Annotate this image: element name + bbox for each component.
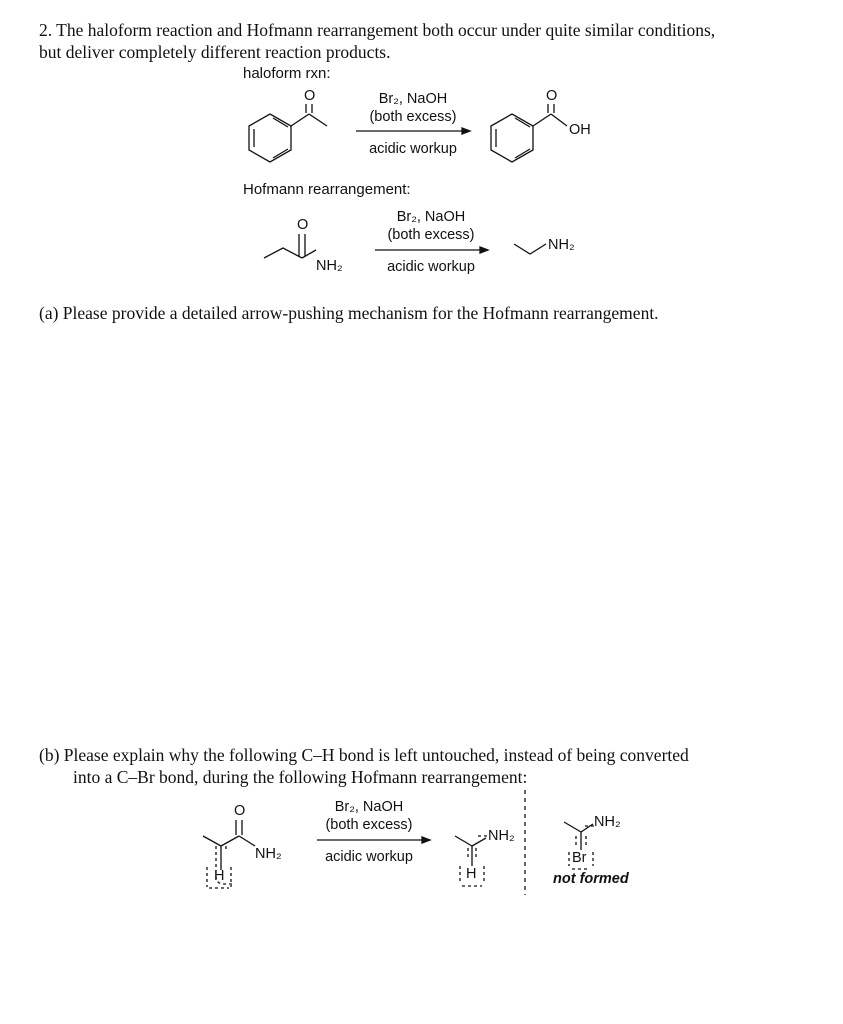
hofmann-heading: Hofmann rearrangement: bbox=[243, 181, 411, 198]
part-b-alt-bromine: Br bbox=[572, 850, 587, 866]
haloform-sm-oxygen: O bbox=[304, 88, 316, 104]
haloform-reagents-line1: Br₂, NaOH bbox=[378, 91, 448, 107]
part-a-prompt: (a) Please provide a detailed arrow-pushing mechanism for the Hofmann rearrangement. bbox=[39, 303, 659, 323]
part-b-prompt-line-1: (b) Please explain why the following C–H bond is left untouched, instead of being converted bbox=[39, 745, 689, 765]
hofmann-reagents-line1: Br₂, NaOH bbox=[396, 209, 466, 225]
part-b-product-amine: NH₂ bbox=[488, 828, 515, 844]
part-b-reagents-line2: (both excess) bbox=[325, 817, 413, 833]
part-b-sm-oxygen: O bbox=[234, 803, 246, 819]
hofmann-workup: acidic workup bbox=[387, 259, 475, 275]
part-b-alt-amine: NH₂ bbox=[594, 814, 621, 830]
haloform-product-hydroxyl: OH bbox=[569, 122, 591, 138]
question-line-1: 2. The haloform reaction and Hofmann rearrangement both occur under quite similar conditions, bbox=[39, 20, 716, 40]
part-b-workup: acidic workup bbox=[325, 849, 413, 865]
not-formed-label: not formed bbox=[553, 871, 629, 887]
part-b-sm-amine: NH₂ bbox=[255, 846, 282, 862]
haloform-reagents-line2: (both excess) bbox=[369, 109, 457, 125]
question-line-2: but deliver completely different reaction products. bbox=[39, 42, 391, 62]
part-b-reagents bbox=[312, 798, 426, 834]
hofmann-sm-amine: NH₂ bbox=[316, 258, 343, 274]
haloform-heading: haloform rxn: bbox=[243, 65, 331, 82]
haloform-workup: acidic workup bbox=[369, 141, 457, 157]
hofmann-product-amine: NH₂ bbox=[548, 237, 575, 253]
part-b-product-hydrogen: H bbox=[466, 866, 477, 882]
haloform-product-oxygen: O bbox=[546, 88, 558, 104]
hofmann-reagents-line2: (both excess) bbox=[387, 227, 475, 243]
part-b-reagents-line1: Br₂, NaOH bbox=[334, 799, 404, 815]
part-b-sm-hydrogen: H bbox=[214, 868, 225, 884]
hofmann-sm-oxygen: O bbox=[297, 217, 309, 233]
part-b-prompt-line-2: into a C–Br bond, during the following Hofmann rearrangement: bbox=[73, 767, 528, 787]
